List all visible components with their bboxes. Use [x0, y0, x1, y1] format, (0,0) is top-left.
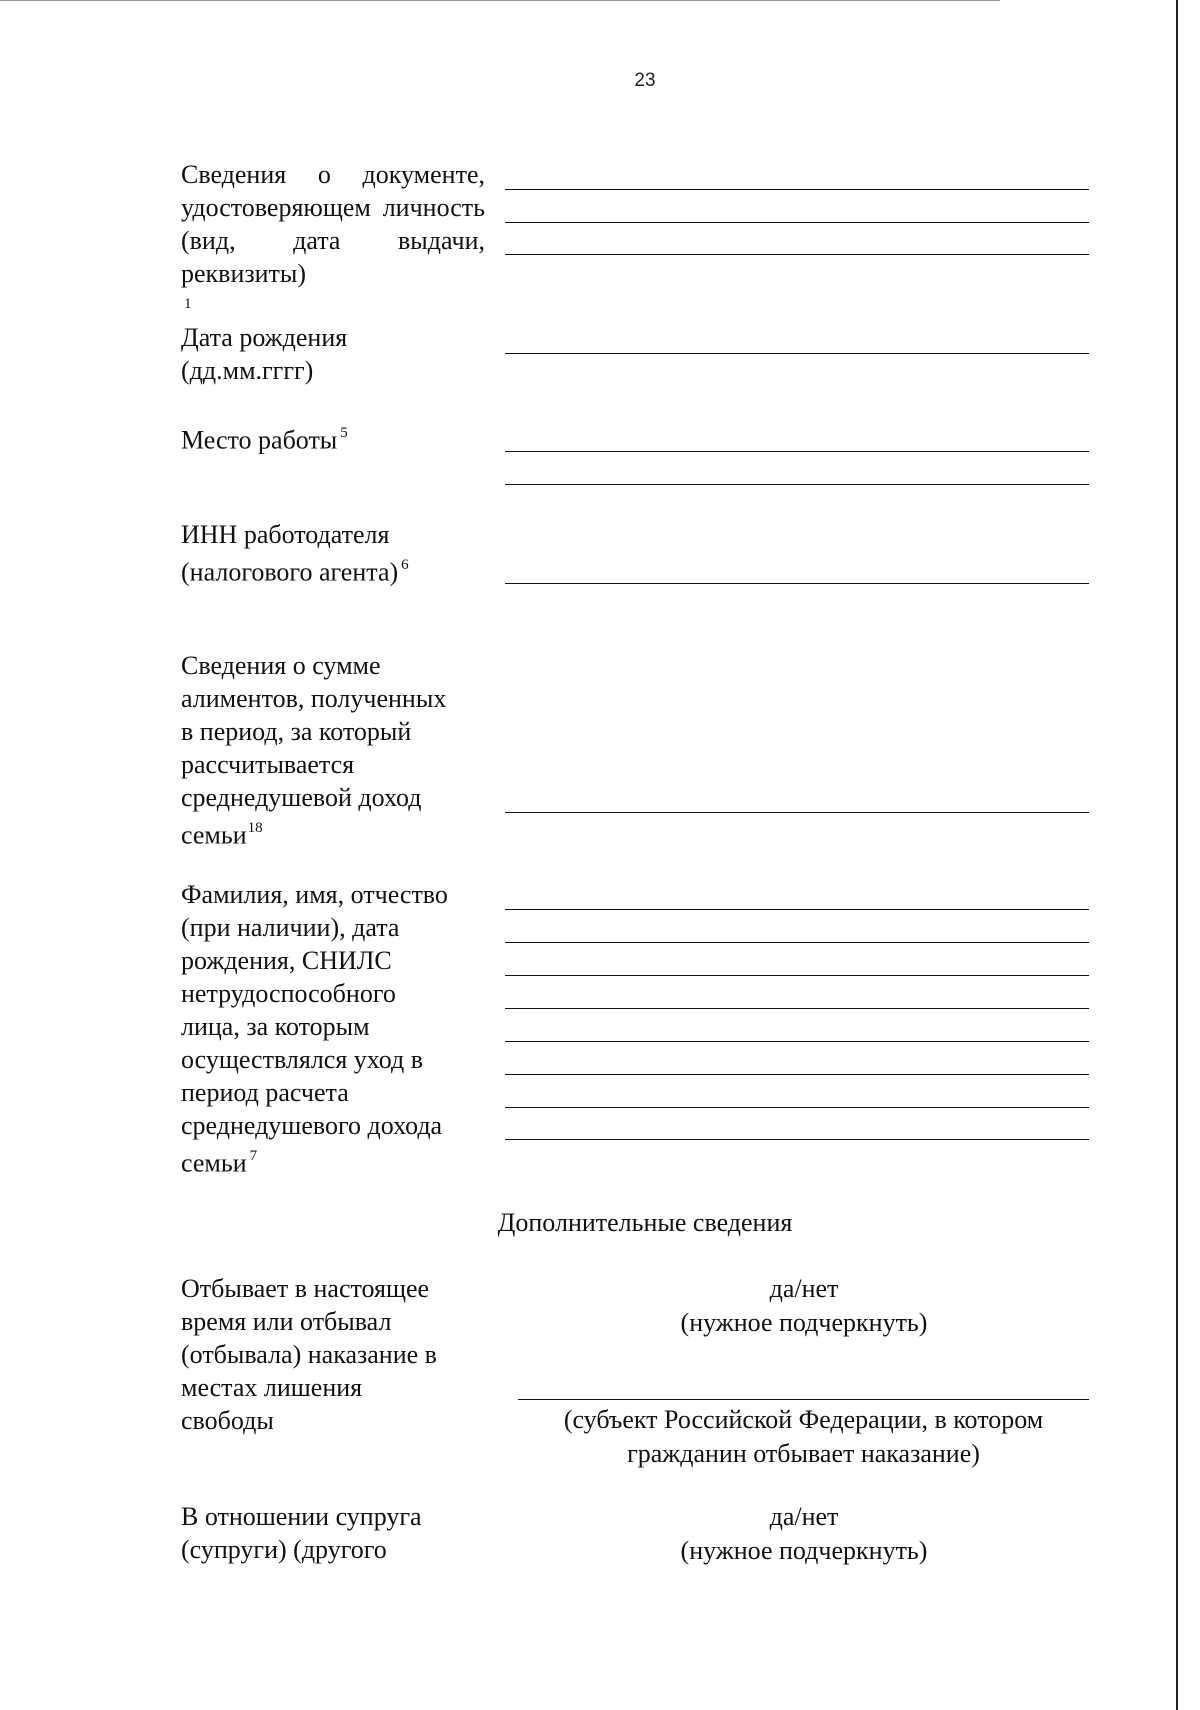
disabled-person-line-8[interactable]: [505, 1139, 1089, 1140]
employer-inn-label-text: ИНН работодателя (налогового агента): [181, 520, 399, 587]
identity-document-footnote: 1: [184, 296, 192, 312]
disabled-person-line-4[interactable]: [505, 1008, 1089, 1009]
workplace-footnote: 5: [340, 425, 348, 441]
additional-info-heading: Дополнительные сведения: [497, 1208, 793, 1237]
identity-document-line-1[interactable]: [505, 189, 1089, 190]
alimony-label-text: Сведения о сумме алиментов, полученных в период, за который рассчитывается среднедушевой доход семьи: [181, 651, 447, 850]
disabled-person-footnote: 7: [249, 1148, 258, 1164]
alimony-line[interactable]: [505, 812, 1089, 813]
workplace-line-1[interactable]: [505, 451, 1089, 452]
imprisonment-hint: (нужное подчеркнуть): [680, 1308, 928, 1337]
workplace-label-text: Место работы: [181, 425, 338, 455]
alimony-label: [181, 649, 485, 852]
identity-document-line-3[interactable]: [505, 254, 1089, 255]
spouse-label-text: В отношении супруга (супруги) (другого: [181, 1502, 422, 1564]
employer-inn-label: [181, 518, 485, 589]
disabled-person-line-2[interactable]: [505, 942, 1089, 943]
workplace-line-2[interactable]: [505, 484, 1089, 485]
spouse-yes-no[interactable]: да/нет: [769, 1502, 839, 1531]
employer-inn-footnote: 6: [401, 557, 409, 573]
workplace-label: [181, 419, 485, 457]
imprisonment-yes-no[interactable]: да/нет: [769, 1274, 839, 1303]
disabled-person-line-3[interactable]: [505, 975, 1089, 976]
page-right-edge: [1176, 0, 1178, 1710]
disabled-person-line-6[interactable]: [505, 1074, 1089, 1075]
imprisonment-region-line[interactable]: [518, 1399, 1089, 1400]
imprisonment-label-text: Отбывает в настоящее время или отбывал (отбывала) наказание в местах лишения свободы: [181, 1274, 437, 1435]
alimony-footnote: 18: [247, 820, 263, 836]
imprisonment-region-caption: (субъект Российской Федерации, в котором гражданин отбывает наказание): [563, 1405, 1044, 1468]
disabled-person-line-5[interactable]: [505, 1041, 1089, 1042]
disabled-person-line-7[interactable]: [505, 1107, 1089, 1108]
birth-date-line[interactable]: [505, 353, 1089, 354]
identity-document-label: [181, 158, 485, 328]
disabled-person-label-text: Фамилия, имя, отчество (при наличии), дата рождения, СНИЛС нетрудоспособного лица, за которым осуществлялся уход в период расчета среднедушевого дохода семьи: [181, 880, 448, 1178]
birth-date-label-text: Дата рождения (дд.мм.гггг): [181, 323, 348, 385]
identity-document-line-2[interactable]: [505, 222, 1089, 223]
identity-document-label-text: Сведения о документе, удостоверяющем личность (вид, дата выдачи, реквизиты): [181, 160, 485, 288]
imprisonment-label: [181, 1272, 485, 1437]
birth-date-label: [181, 321, 485, 387]
disabled-person-label: [181, 878, 485, 1180]
spouse-hint: (нужное подчеркнуть): [680, 1536, 928, 1565]
employer-inn-line[interactable]: [505, 583, 1089, 584]
page-top-edge: [0, 0, 1000, 1]
page-number: 23: [634, 70, 656, 91]
spouse-label: [181, 1500, 485, 1566]
disabled-person-line-1[interactable]: [505, 909, 1089, 910]
